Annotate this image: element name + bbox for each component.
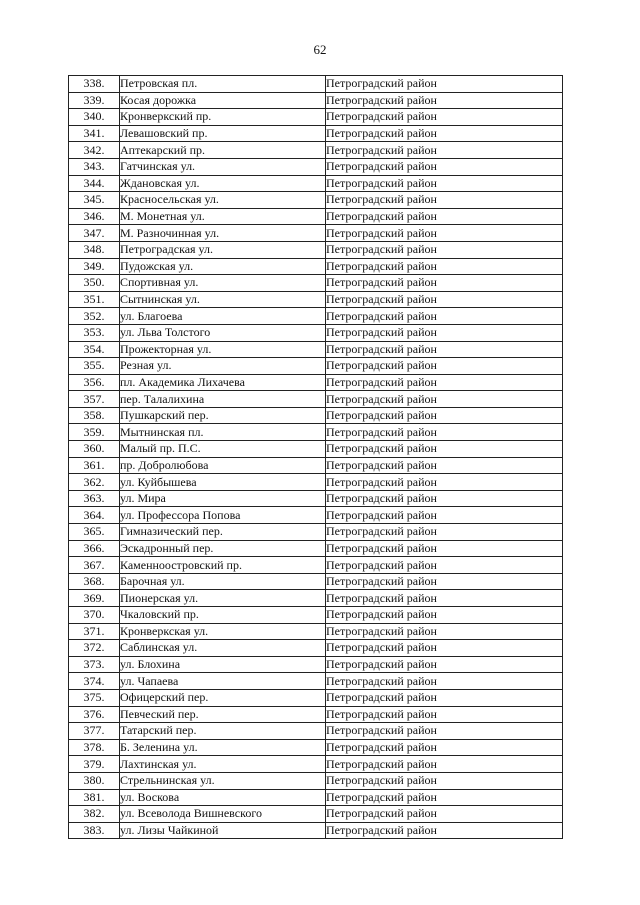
table-row — [69, 673, 563, 690]
row-number: 366. — [69, 540, 120, 557]
street-name: ул. Льва Толстого — [120, 324, 326, 341]
street-name: Петроградская ул. — [120, 241, 326, 258]
table-row — [69, 656, 563, 673]
table-row — [69, 291, 563, 308]
row-number: 381. — [69, 789, 120, 806]
row-number: 343. — [69, 158, 120, 175]
table-row — [69, 142, 563, 159]
table-row — [69, 192, 563, 209]
district-name: Петроградский район — [326, 656, 563, 673]
street-name: ул. Куйбышева — [120, 474, 326, 491]
table-row — [69, 607, 563, 624]
row-number: 371. — [69, 623, 120, 640]
street-name: Каменноостровский пр. — [120, 557, 326, 574]
row-number: 376. — [69, 706, 120, 723]
table-row — [69, 756, 563, 773]
district-name: Петроградский район — [326, 524, 563, 541]
district-name: Петроградский район — [326, 192, 563, 209]
street-name: ул. Лизы Чайкиной — [120, 822, 326, 839]
street-name: Резная ул. — [120, 358, 326, 375]
district-name: Петроградский район — [326, 474, 563, 491]
table-row — [69, 540, 563, 557]
street-name: Саблинская ул. — [120, 640, 326, 657]
row-number: 372. — [69, 640, 120, 657]
table-row — [69, 557, 563, 574]
district-name: Петроградский район — [326, 324, 563, 341]
street-name: Эскадронный пер. — [120, 540, 326, 557]
streets-table-body — [69, 76, 563, 839]
table-row — [69, 457, 563, 474]
district-name: Петроградский район — [326, 125, 563, 142]
row-number: 351. — [69, 291, 120, 308]
street-name: Татарский пер. — [120, 723, 326, 740]
table-row — [69, 822, 563, 839]
table-row — [69, 640, 563, 657]
row-number: 377. — [69, 723, 120, 740]
district-name: Петроградский район — [326, 590, 563, 607]
row-number: 359. — [69, 424, 120, 441]
street-name: ул. Блохина — [120, 656, 326, 673]
table-row — [69, 225, 563, 242]
table-row — [69, 739, 563, 756]
row-number: 352. — [69, 308, 120, 325]
district-name: Петроградский район — [326, 806, 563, 823]
table-row — [69, 76, 563, 93]
row-number: 374. — [69, 673, 120, 690]
row-number: 348. — [69, 241, 120, 258]
street-name: Петровская пл. — [120, 76, 326, 93]
street-name: Гимназический пер. — [120, 524, 326, 541]
street-name: пл. Академика Лихачева — [120, 374, 326, 391]
district-name: Петроградский район — [326, 557, 563, 574]
row-number: 358. — [69, 407, 120, 424]
street-name: Б. Зеленина ул. — [120, 739, 326, 756]
district-name: Петроградский район — [326, 623, 563, 640]
row-number: 365. — [69, 524, 120, 541]
row-number: 373. — [69, 656, 120, 673]
district-name: Петроградский район — [326, 689, 563, 706]
district-name: Петроградский район — [326, 358, 563, 375]
row-number: 344. — [69, 175, 120, 192]
table-row — [69, 208, 563, 225]
street-name: пр. Добролюбова — [120, 457, 326, 474]
district-name: Петроградский район — [326, 391, 563, 408]
table-row — [69, 358, 563, 375]
street-name: ул. Воскова — [120, 789, 326, 806]
district-name: Петроградский район — [326, 607, 563, 624]
row-number: 375. — [69, 689, 120, 706]
street-name: М. Разночинная ул. — [120, 225, 326, 242]
district-name: Петроградский район — [326, 739, 563, 756]
district-name: Петроградский район — [326, 640, 563, 657]
street-name: Ждановская ул. — [120, 175, 326, 192]
table-row — [69, 324, 563, 341]
row-number: 355. — [69, 358, 120, 375]
street-name: Аптекарский пр. — [120, 142, 326, 159]
district-name: Петроградский район — [326, 507, 563, 524]
district-name: Петроградский район — [326, 374, 563, 391]
table-row — [69, 573, 563, 590]
district-name: Петроградский район — [326, 142, 563, 159]
row-number: 382. — [69, 806, 120, 823]
district-name: Петроградский район — [326, 407, 563, 424]
district-name: Петроградский район — [326, 241, 563, 258]
table-row — [69, 275, 563, 292]
street-name: Косая дорожка — [120, 92, 326, 109]
district-name: Петроградский район — [326, 291, 563, 308]
district-name: Петроградский район — [326, 706, 563, 723]
table-row — [69, 590, 563, 607]
street-name: Сытнинская ул. — [120, 291, 326, 308]
table-row — [69, 341, 563, 358]
row-number: 368. — [69, 573, 120, 590]
district-name: Петроградский район — [326, 789, 563, 806]
page-number: 62 — [313, 42, 327, 57]
district-name: Петроградский район — [326, 573, 563, 590]
row-number: 345. — [69, 192, 120, 209]
district-name: Петроградский район — [326, 540, 563, 557]
row-number: 362. — [69, 474, 120, 491]
row-number: 338. — [69, 76, 120, 93]
row-number: 363. — [69, 490, 120, 507]
district-name: Петроградский район — [326, 441, 563, 458]
table-row — [69, 92, 563, 109]
row-number: 360. — [69, 441, 120, 458]
district-name: Петроградский район — [326, 822, 563, 839]
table-row — [69, 772, 563, 789]
table-row — [69, 441, 563, 458]
table-row — [69, 474, 563, 491]
street-name: Прожекторная ул. — [120, 341, 326, 358]
row-number: 339. — [69, 92, 120, 109]
district-name: Петроградский район — [326, 341, 563, 358]
district-name: Петроградский район — [326, 76, 563, 93]
row-number: 346. — [69, 208, 120, 225]
street-name: Певческий пер. — [120, 706, 326, 723]
table-row — [69, 706, 563, 723]
row-number: 364. — [69, 507, 120, 524]
table-row — [69, 424, 563, 441]
row-number: 361. — [69, 457, 120, 474]
district-name: Петроградский район — [326, 673, 563, 690]
table-row — [69, 391, 563, 408]
street-name: Пионерская ул. — [120, 590, 326, 607]
table-row — [69, 109, 563, 126]
district-name: Петроградский район — [326, 424, 563, 441]
streets-table — [68, 75, 563, 839]
table-row — [69, 623, 563, 640]
table-row — [69, 507, 563, 524]
row-number: 342. — [69, 142, 120, 159]
table-row — [69, 490, 563, 507]
street-name: Кронверкская ул. — [120, 623, 326, 640]
district-name: Петроградский район — [326, 275, 563, 292]
row-number: 340. — [69, 109, 120, 126]
district-name: Петроградский район — [326, 258, 563, 275]
district-name: Петроградский район — [326, 109, 563, 126]
street-name: Гатчинская ул. — [120, 158, 326, 175]
street-name: Мытнинская пл. — [120, 424, 326, 441]
table-row — [69, 241, 563, 258]
row-number: 356. — [69, 374, 120, 391]
district-name: Петроградский район — [326, 490, 563, 507]
street-name: Левашовский пр. — [120, 125, 326, 142]
street-name: Кронверкский пр. — [120, 109, 326, 126]
table-row — [69, 689, 563, 706]
district-name: Петроградский район — [326, 308, 563, 325]
street-name: ул. Благоева — [120, 308, 326, 325]
table-row — [69, 374, 563, 391]
row-number: 353. — [69, 324, 120, 341]
street-name: Лахтинская ул. — [120, 756, 326, 773]
street-name: ул. Мира — [120, 490, 326, 507]
street-name: Барочная ул. — [120, 573, 326, 590]
row-number: 379. — [69, 756, 120, 773]
street-name: М. Монетная ул. — [120, 208, 326, 225]
table-row — [69, 723, 563, 740]
row-number: 369. — [69, 590, 120, 607]
street-name: ул. Чапаева — [120, 673, 326, 690]
row-number: 354. — [69, 341, 120, 358]
row-number: 357. — [69, 391, 120, 408]
district-name: Петроградский район — [326, 175, 563, 192]
district-name: Петроградский район — [326, 772, 563, 789]
street-name: пер. Талалихина — [120, 391, 326, 408]
row-number: 341. — [69, 125, 120, 142]
table-row — [69, 125, 563, 142]
table-row — [69, 158, 563, 175]
table-row — [69, 524, 563, 541]
table-row — [69, 806, 563, 823]
street-name: Пушкарский пер. — [120, 407, 326, 424]
district-name: Петроградский район — [326, 158, 563, 175]
street-name: Красносельская ул. — [120, 192, 326, 209]
district-name: Петроградский район — [326, 92, 563, 109]
street-name: Офицерский пер. — [120, 689, 326, 706]
district-name: Петроградский район — [326, 756, 563, 773]
street-name: ул. Профессора Попова — [120, 507, 326, 524]
street-name: Спортивная ул. — [120, 275, 326, 292]
table-row — [69, 789, 563, 806]
street-name: Малый пр. П.С. — [120, 441, 326, 458]
district-name: Петроградский район — [326, 208, 563, 225]
district-name: Петроградский район — [326, 723, 563, 740]
street-name: Пудожская ул. — [120, 258, 326, 275]
row-number: 380. — [69, 772, 120, 789]
street-name: ул. Всеволода Вишневского — [120, 806, 326, 823]
table-row — [69, 308, 563, 325]
row-number: 350. — [69, 275, 120, 292]
row-number: 349. — [69, 258, 120, 275]
row-number: 370. — [69, 607, 120, 624]
row-number: 383. — [69, 822, 120, 839]
row-number: 378. — [69, 739, 120, 756]
district-name: Петроградский район — [326, 225, 563, 242]
table-row — [69, 258, 563, 275]
street-name: Стрельнинская ул. — [120, 772, 326, 789]
street-name: Чкаловский пр. — [120, 607, 326, 624]
row-number: 347. — [69, 225, 120, 242]
district-name: Петроградский район — [326, 457, 563, 474]
row-number: 367. — [69, 557, 120, 574]
table-row — [69, 175, 563, 192]
table-row — [69, 407, 563, 424]
